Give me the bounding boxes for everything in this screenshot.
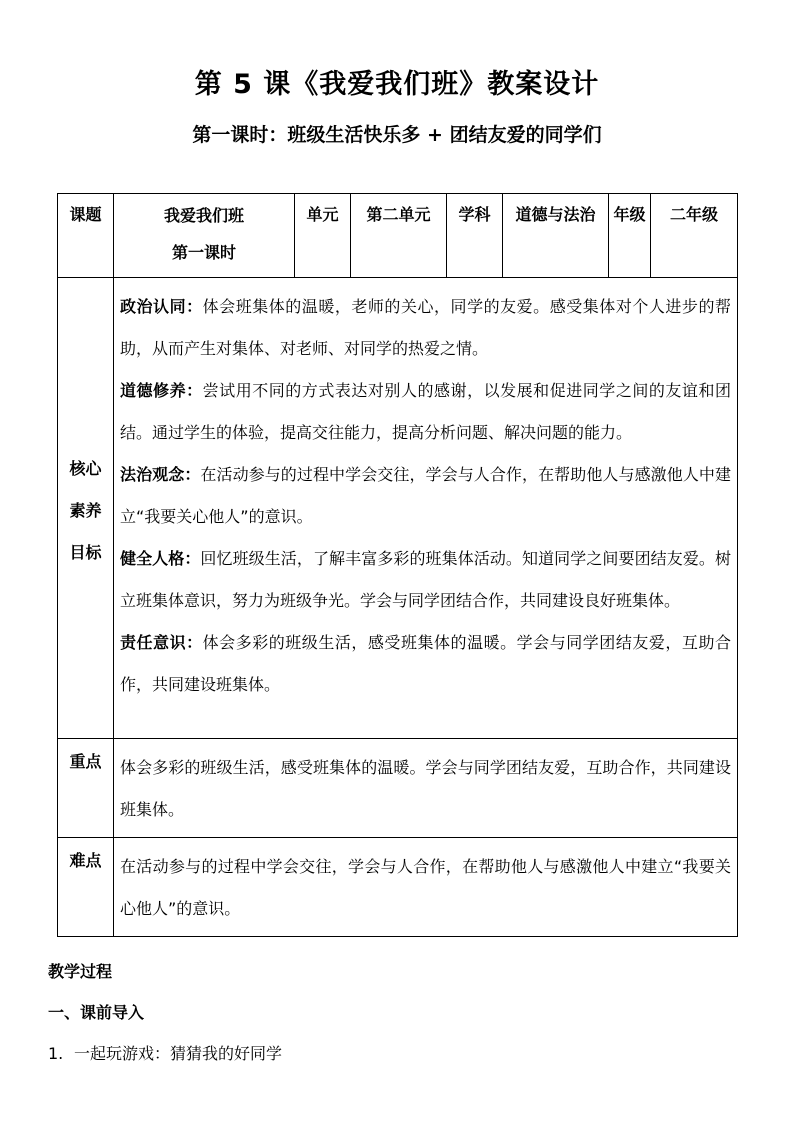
grade-value: 二年级 — [651, 194, 738, 278]
literacy-item-responsibility — [120, 622, 731, 706]
literacy-text: 在活动参与的过程中学会交往，学会与人合作，在帮助他人与感激他人中建立“我要关心他人”的意识。 — [120, 465, 731, 526]
lesson-plan-table — [57, 193, 738, 937]
literacy-key: 责任意识： — [120, 633, 203, 652]
core-literacy-label-line: 素养 — [69, 501, 102, 520]
literacy-item-law — [120, 454, 731, 538]
key-point-row — [58, 739, 738, 838]
literacy-text: 尝试用不同的方式表达对别人的感谢，以发展和促进同学之间的友谊和团结。通过学生的体验，提高交往能力，提高分析问题、解决问题的能力。 — [120, 381, 731, 442]
literacy-item-personality — [120, 538, 731, 622]
literacy-item-moral — [120, 370, 731, 454]
core-literacy-row — [58, 278, 738, 739]
unit-value: 第二单元 — [351, 194, 447, 278]
literacy-text: 体会班集体的温暖，老师的关心，同学的友爱。感受集体对个人进步的帮助，从而产生对集体、对老师、对同学的热爱之情。 — [120, 297, 731, 358]
grade-label: 年级 — [609, 194, 651, 278]
core-literacy-content — [114, 278, 738, 739]
section-pre-class-intro: 一、课前导入 — [48, 1003, 145, 1022]
literacy-key: 健全人格： — [120, 549, 201, 568]
list-item — [48, 1041, 282, 1064]
core-literacy-label — [58, 278, 114, 739]
difficulty-label: 难点 — [58, 838, 114, 937]
course-value — [114, 194, 295, 278]
difficulty-content: 在活动参与的过程中学会交往，学会与人合作，在帮助他人与感激他人中建立“我要关心他人”的意识。 — [114, 838, 738, 937]
course-title: 我爱我们班 — [163, 206, 244, 225]
document-subtitle: 第一课时：班级生活快乐多 + 团结友爱的同学们 — [192, 124, 602, 146]
literacy-key: 政治认同： — [120, 297, 203, 316]
info-row — [58, 194, 738, 278]
list-item-text: 一起玩游戏：猜猜我的好同学 — [74, 1044, 283, 1063]
key-point-content: 体会多彩的班级生活，感受班集体的温暖。学会与同学团结友爱，互助合作，共同建设班集体。 — [114, 739, 738, 838]
unit-label: 单元 — [295, 194, 351, 278]
document-title: 第 5 课《我爱我们班》教案设计 — [194, 69, 600, 100]
course-session: 第一课时 — [171, 243, 236, 262]
course-label: 课题 — [58, 194, 114, 278]
list-item-number: 1. — [48, 1044, 64, 1063]
difficulty-row — [58, 838, 738, 937]
teaching-process-heading: 教学过程 — [48, 962, 113, 981]
literacy-text: 体会多彩的班级生活，感受班集体的温暖。学会与同学团结友爱，互助合作，共同建设班集体。 — [120, 633, 731, 694]
core-literacy-label-line: 目标 — [69, 543, 102, 562]
literacy-item-political — [120, 286, 731, 370]
literacy-key: 法治观念： — [120, 465, 201, 484]
literacy-text: 回忆班级生活，了解丰富多彩的班集体活动。知道同学之间要团结友爱。树立班集体意识，努力为班级争光。学会与同学团结合作，共同建设良好班集体。 — [120, 549, 731, 610]
core-literacy-label-line: 核心 — [69, 459, 102, 478]
literacy-key: 道德修养： — [120, 381, 203, 400]
subject-value: 道德与法治 — [503, 194, 609, 278]
key-point-label: 重点 — [58, 739, 114, 838]
subject-label: 学科 — [447, 194, 503, 278]
